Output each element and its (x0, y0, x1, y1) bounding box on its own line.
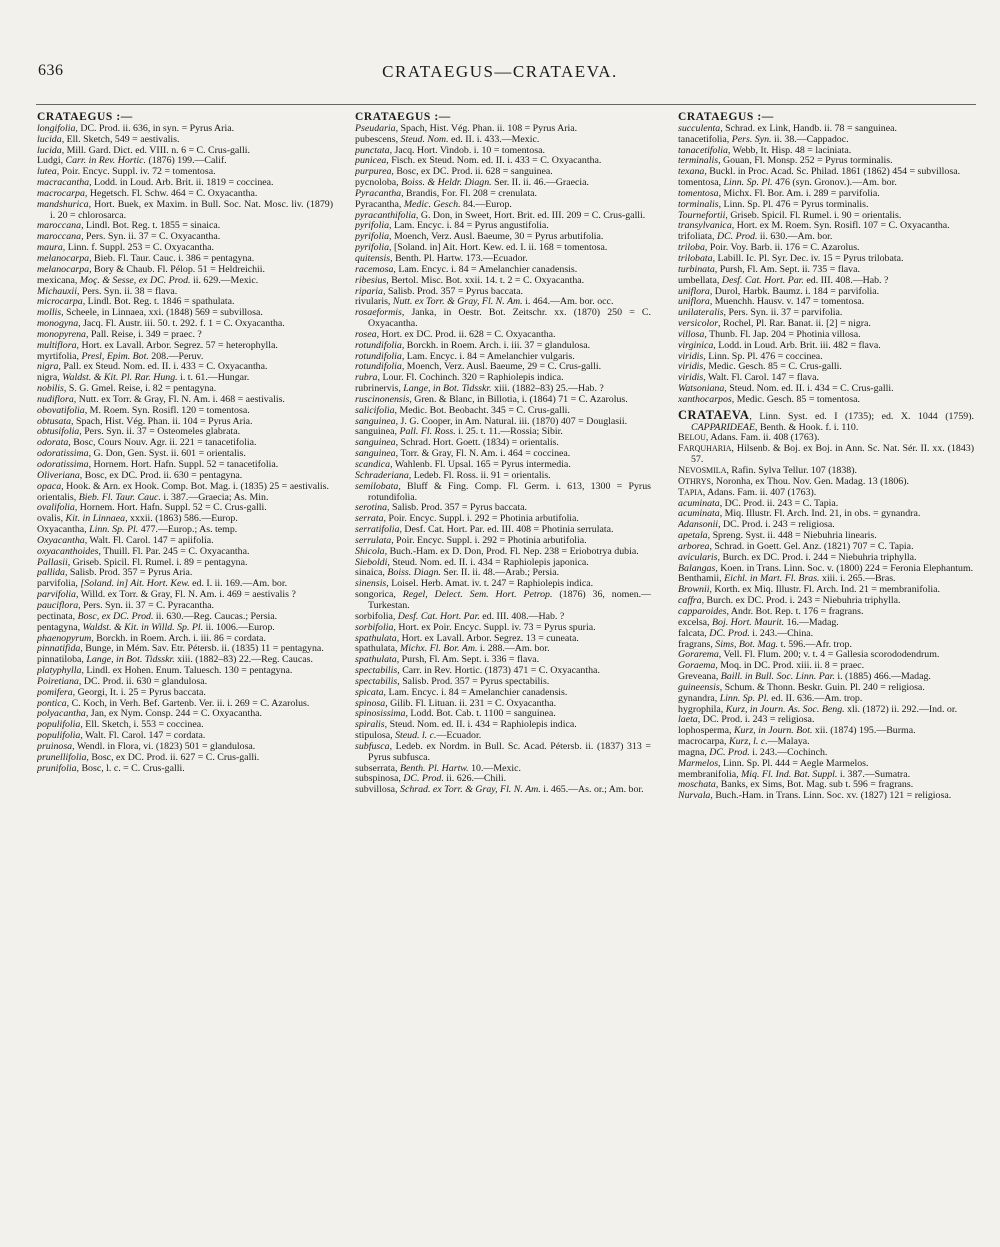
entry: tanacetifolia, Pers. Syn. ii. 38.—Cappadoc. (678, 133, 849, 145)
entry: lucida, Mill. Gard. Dict. ed. VIII. n. 6 = C. Crus-galli. (37, 144, 251, 156)
genus-heading: CRATAEVA, Linn. Syst. ed. I (1735); ed. X. 1044 (1759). CAPPARIDEAE, Benth. & Hook. f. i. 110. (678, 407, 974, 433)
entry: uniflora, Durol, Harbk. Baumz. i. 184 = parvifolia. (678, 285, 880, 297)
column-heading: CRATAEGUS :— (355, 112, 451, 123)
entry: punctata, Jacq. Hort. Vindob. i. 10 = tomentosa. (355, 144, 545, 156)
entry: macrocarpa, Kurz, l. c.—Malaya. (678, 736, 810, 748)
entry: Pseudaria, Spach, Hist. Vég. Phan. ii. 108 = Pyrus Aria. (355, 122, 578, 134)
page-header (0, 62, 1000, 88)
entry: Watsoniana, Steud. Nom. ed. II. i. 434 = C. Crus-galli. (678, 383, 894, 395)
entry: laeta, DC. Prod. i. 243 = religiosa. (678, 714, 815, 726)
entry: orientalis, Bieb. Fl. Taur. Cauc. i. 387.—Graecia; As. Min. (37, 491, 269, 503)
entry: Pyracantha, Medic. Gesch. 84.—Europ. (355, 198, 512, 210)
column-1 (37, 112, 333, 1237)
entry: quitensis, Benth. Pl. Hartw. 173.—Ecuador. (355, 252, 528, 264)
entry: trifoliata, DC. Prod. ii. 630.—Am. bor. (678, 231, 833, 243)
entry: ovalifolia, Hornem. Hort. Hafn. Suppl. 52 = C. Crus-galli. (37, 502, 267, 514)
entry: subvillosa, Schrad. ex Torr. & Gray, Fl. N. Am. i. 465.—As. or.; Am. bor. (355, 784, 644, 796)
entry: spectabilis, Carr. in Rev. Hortic. (1873) 471 = C. Oxyacantha. (355, 665, 600, 677)
entry: pentagyna, Waldst. & Kit. in Willd. Sp. Pl. ii. 1006.—Europ. (37, 621, 275, 633)
entry: rubrinervis, Lange, in Bot. Tidsskr. xiii. (1882–83) 25.—Hab. ? (355, 383, 604, 395)
entry: prunifolia, Bosc, l. c. = C. Crus-galli. (37, 762, 185, 774)
entry: texana, Buckl. in Proc. Acad. Sc. Philad. 1861 (1862) 454 = subvillosa. (678, 166, 961, 178)
entry: sorbifolia, Hort. ex Poir. Encyc. Suppl. iv. 73 = Pyrus spuria. (355, 621, 596, 633)
entry: rotundifolia, Borckh. in Roem. Arch. i. iii. 37 = glandulosa. (355, 339, 591, 351)
entry: multiflora, Hort. ex Lavall. Arbor. Segrez. 57 = heterophylla. (37, 339, 278, 351)
entry: riparia, Salisb. Prod. 357 = Pyrus baccata. (355, 285, 523, 297)
entry: sanguinea, Torr. & Gray, Fl. N. Am. i. 464 = coccinea. (355, 448, 571, 460)
entry: OTHRYS, Noronha, ex Thou. Nov. Gen. Madag. 13 (1806). (678, 475, 909, 487)
entry: serratifolia, Desf. Cat. Hort. Par. ed. III. 408 = Photinia serrulata. (355, 524, 614, 536)
entry: viridis, Medic. Gesch. 85 = C. Crus-galli. (678, 361, 842, 373)
entry: NEVOSMILA, Rafin. Sylva Tellur. 107 (1838). (678, 465, 857, 476)
entry: Brownii, Korth. ex Miq. Illustr. Fl. Arch. Ind. 21 = membranifolia. (678, 584, 940, 596)
entry: Nurvala, Buch.-Ham. in Trans. Linn. Soc. xv. (1827) 121 = religiosa. (678, 790, 952, 802)
entry: mandshurica, Hort. Buek, ex Maxim. in Bull. Soc. Nat. Mosc. liv. (1879) i. 20 = chlorosarca. (37, 198, 333, 221)
entry: rivularis, Nutt. ex Torr. & Gray, Fl. N. Am. i. 464.—Am. bor. occ. (355, 296, 614, 308)
entry: sanguinea, Pall. Fl. Ross. i. 25. t. 11.—Rossia; Sibir. (355, 426, 563, 438)
entry: moschata, Banks, ex Sims, Bot. Mag. sub t. 596 = fragrans. (678, 779, 914, 791)
entry: pauciflora, Pers. Syn. ii. 37 = C. Pyracantha. (37, 599, 215, 611)
entry: FARQUHARIA, Hilsenb. & Boj. ex Boj. in Ann. Sc. Nat. Sér. II. xx. (1843) 57. (678, 443, 974, 466)
entry: maura, Linn. f. Suppl. 253 = C. Oxyacantha. (37, 242, 215, 254)
entry: maroccana, Pers. Syn. ii. 37 = C. Oxyacantha. (37, 231, 221, 243)
entry: serrulata, Poir. Encyc. Suppl. i. 292 = Photinia arbutifolia. (355, 534, 587, 546)
entry: apetala, Spreng. Syst. ii. 448 = Niebuhria linearis. (678, 530, 877, 542)
entry: turbinata, Pursh, Fl. Am. Sept. ii. 735 = flava. (678, 263, 860, 275)
entry: Benthamii, Eichl. in Mart. Fl. Bras. xiii. i. 265.—Bras. (678, 573, 896, 585)
entry: trilobata, Labill. Ic. Pl. Syr. Dec. iv. 15 = Pyrus trilobata. (678, 252, 904, 264)
entry: obtusata, Spach, Hist. Vég. Phan. ii. 104 = Pyrus Aria. (37, 415, 253, 427)
entry: parvifolia, Willd. ex Torr. & Gray, Fl. N. Am. i. 469 = aestivalis ? (37, 589, 296, 601)
entry: obovatifolia, M. Roem. Syn. Rosifl. 120 = tomentosa. (37, 404, 250, 416)
entry: nudiflora, Nutt. ex Torr. & Gray, Fl. N. Am. i. 468 = aestivalis. (37, 393, 285, 405)
entry: mexicana, Moç. & Sesse, ex DC. Prod. ii. 629.—Mexic. (37, 274, 259, 286)
entry: Adansonii, DC. Prod. i. 243 = religiosa. (678, 519, 835, 531)
entry: odoratissima, Hornem. Hort. Hafn. Suppl. 52 = tanacetifolia. (37, 459, 279, 470)
entry: spinosissima, Lodd. Bot. Cab. t. 1100 = sanguinea. (355, 708, 556, 720)
entry: lutea, Poir. Encyc. Suppl. iv. 72 = tomentosa. (37, 166, 216, 178)
entry: obtusifolia, Pers. Syn. ii. 37 = Osteomeles glabrata. (37, 426, 241, 438)
entry: excelsa, Boj. Hort. Maurit. 16.—Madag. (678, 616, 839, 628)
entry: Oliveriana, Bosc, ex DC. Prod. ii. 630 = pentagyna. (37, 469, 243, 481)
entry: melanocarpa, Bory & Chaub. Fl. Pélop. 51 = Heldreichii. (37, 263, 266, 275)
entry: Goraema, Moq. in DC. Prod. xiii. ii. 8 = praec. (678, 660, 865, 672)
entry: odoratissima, G. Don, Gen. Syst. ii. 601 = orientalis. (37, 448, 246, 460)
entry: scandica, Wahlenb. Fl. Upsal. 165 = Pyrus intermedia. (355, 459, 571, 470)
entry: mollis, Scheele, in Linnaea, xxi. (1848) 569 = subvillosa. (37, 307, 263, 319)
entry: uniflora, Muenchh. Hausv. v. 147 = tomentosa. (678, 296, 865, 308)
entry: polyacantha, Jan, ex Nym. Consp. 244 = C. Oxyacantha. (37, 708, 262, 720)
entry: oxyacanthoides, Thuill. Fl. Par. 245 = C. Oxyacantha. (37, 545, 250, 557)
entry: racemosa, Lam. Encyc. i. 84 = Amelanchier canadensis. (355, 263, 578, 275)
column-3 (678, 112, 974, 1237)
entry: longifolia, DC. Prod. ii. 636, in syn. = Pyrus Aria. (37, 122, 235, 134)
entry: hygrophila, Kurz, in Journ. As. Soc. Beng. xli. (1872) ii. 292.—Ind. or. (678, 703, 958, 715)
entry: maroccana, Lindl. Bot. Reg. t. 1855 = sinaica. (37, 220, 221, 232)
entry: Balangas, Koen. in Trans. Linn. Soc. v. (1800) 224 = Feronia Elephantum. (678, 562, 974, 574)
entry: magna, DC. Prod. i. 243.—Cochinch. (678, 746, 828, 758)
entry: tomentosa, Linn. Sp. Pl. 476 (syn. Gronov.).—Am. bor. (678, 177, 897, 189)
entry: pomifera, Georgi, It. i. 25 = Pyrus baccata. (37, 686, 206, 698)
entry: Oxyacantha, Linn. Sp. Pl. 477.—Europ.; As. temp. (37, 524, 238, 536)
entry: tomentosa, Michx. Fl. Bor. Am. i. 289 = parvifolia. (678, 187, 880, 199)
entry: capparoides, Andr. Bot. Rep. t. 176 = fragrans. (678, 605, 864, 617)
entry: sorbifolia, Desf. Cat. Hort. Par. ed. III. 408.—Hab. ? (355, 610, 565, 622)
entry: sinaica, Boiss. Diagn. Ser. II. ii. 48.—Arab.; Persia. (355, 567, 560, 579)
entry: microcarpa, Lindl. Bot. Reg. t. 1846 = spathulata. (37, 296, 235, 308)
entry: xanthocarpos, Medic. Gesch. 85 = tomentosa. (678, 393, 860, 405)
entry: Marmelos, Linn. Sp. Pl. 444 = Aegle Marmelos. (678, 757, 869, 769)
entry: ribesius, Bertol. Misc. Bot. xxii. 14. t. 2 = C. Oxyacantha. (355, 274, 585, 286)
entry: pontica, C. Koch, in Verh. Bef. Gartenb. Ver. ii. i. 269 = C. Azarolus. (37, 697, 310, 709)
entry: lucida, Ell. Sketch, 549 = aestivalis. (37, 133, 180, 145)
entry: semilobata, Bluff & Fing. Comp. Fl. Germ. i. 613, 1300 = Pyrus rotundifolia. (355, 480, 651, 503)
entry: Sieboldi, Steud. Nom. ed. II. i. 434 = Raphiolepis japonica. (355, 556, 589, 568)
entry: nigra, Waldst. & Kit. Pl. Rar. Hung. i. t. 61.—Hungar. (37, 372, 250, 384)
entry: unilateralis, Pers. Syn. ii. 37 = parvifolia. (678, 307, 843, 319)
entry: virginica, Lodd. in Loud. Arb. Brit. iii. 482 = flava. (678, 339, 881, 351)
entry: pubescens, Steud. Nom. ed. II. i. 433.—Mexic. (355, 133, 540, 145)
entry: arborea, Schrad. in Goett. Gel. Anz. (1821) 707 = C. Tapia. (678, 540, 914, 552)
entry: phaenopyrum, Borckh. in Roem. Arch. i. iii. 86 = cordata. (37, 632, 266, 644)
entry: macracantha, Lodd. in Loud. Arb. Brit. ii. 1819 = coccinea. (37, 177, 274, 189)
entry: triloba, Poir. Voy. Barb. ii. 176 = C. Azarolus. (678, 242, 860, 254)
entry: ruscinonensis, Gren. & Blanc, in Billotia, i. (1864) 71 = C. Azarolus. (355, 393, 628, 405)
entry: Ludgi, Carr. in Rev. Hortic. (1876) 199.—Calif. (37, 155, 227, 167)
entry: stipulosa, Steud. l. c.—Ecuador. (355, 730, 482, 742)
entry: rotundifolia, Moench, Verz. Ausl. Baeume, 29 = C. Crus-galli. (355, 361, 602, 373)
entry: Greveana, Baill. in Bull. Soc. Linn. Par. i. (1885) 466.—Madag. (678, 671, 931, 683)
entry: pruinosa, Wendl. in Flora, vi. (1823) 501 = glandulosa. (37, 740, 256, 752)
entry: platyphylla, Lindl. ex Hohen. Enum. Taluesch. 130 = pentagyna. (37, 665, 293, 677)
entry: nobilis, S. G. Gmel. Reise, i. 82 = pentagyna. (37, 383, 217, 395)
entry: acuminata, Miq. Illustr. Fl. Arch. Ind. 21, in obs. = gynandra. (678, 508, 921, 520)
entry: spicata, Lam. Encyc. i. 84 = Amelanchier canadensis. (355, 686, 568, 698)
entry: monogyna, Jacq. Fl. Austr. iii. 50. t. 292. f. 1 = C. Oxyacantha. (37, 318, 285, 330)
entry: versicolor, Rochel, Pl. Rar. Banat. ii. [2] = nigra. (678, 318, 871, 330)
entry: spinosa, Gilib. Fl. Lituan. ii. 231 = C. Oxyacantha. (355, 697, 557, 709)
running-title: CRATAEGUS—CRATAEVA. (382, 62, 618, 81)
entry: pyrifolia, [Soland. in] Ait. Hort. Kew. ed. I. ii. 168 = tomentosa. (355, 242, 608, 254)
entry: TAPIA, Adans. Fam. ii. 407 (1763). (678, 486, 817, 498)
entry: Tournefortii, Griseb. Spicil. Fl. Rumel. i. 90 = orientalis. (678, 209, 902, 221)
entry: lophosperma, Kurz, in Journ. Bot. xii. (1874) 195.—Burma. (678, 725, 916, 737)
entry: parvifolia, [Soland. in] Ait. Hort. Kew. ed. I. ii. 169.—Am. bor. (37, 578, 288, 590)
entry: terminalis, Gouan, Fl. Monsp. 252 = Pyrus torminalis. (678, 155, 893, 167)
entry: subserrata, Benth. Pl. Hartw. 10.—Mexic. (355, 762, 522, 774)
entry: pinnatifida, Bunge, in Mém. Sav. Etr. Pétersb. ii. (1835) 11 = pentagyna. (37, 643, 324, 655)
entry: serrata, Poir. Encyc. Suppl. i. 292 = Photinia arbutifolia. (355, 513, 579, 525)
entry: sinensis, Loisel. Herb. Amat. iv. t. 247 = Raphiolepis indica. (355, 578, 594, 590)
entry: pallida, Salisb. Prod. 357 = Pyrus Aria. (37, 567, 193, 579)
entry: acuminata, DC. Prod. ii. 243 = C. Tapia. (678, 497, 839, 509)
entry: rosaeformis, Janka, in Oestr. Bot. Zeitschr. xx. (1870) 250 = C. Oxyacantha. (355, 307, 651, 330)
entry: transylvanica, Hort. ex M. Roem. Syn. Rosifl. 107 = C. Oxyacantha. (678, 220, 950, 232)
entry: BELOU, Adans. Fam. ii. 408 (1763). (678, 432, 820, 444)
entry: Schraderiana, Ledeb. Fl. Ross. ii. 91 = orientalis. (355, 469, 551, 481)
entry: sanguinea, Schrad. Hort. Goett. (1834) = orientalis. (355, 437, 559, 449)
entry: torminalis, Linn. Sp. Pl. 476 = Pyrus torminalis. (678, 198, 869, 210)
entry: membranifolia, Miq. Fl. Ind. Bat. Suppl. i. 387.—Sumatra. (678, 768, 911, 780)
entry: spathulata, Michx. Fl. Bor. Am. i. 288.—Am. bor. (355, 643, 550, 655)
entry: pyrifolia, Moench, Verz. Ausl. Baeume, 30 = Pyrus arbutifolia. (355, 231, 604, 243)
entry: spectabilis, Salisb. Prod. 357 = Pyrus spectabilis. (355, 675, 550, 687)
entry: Oxyacantha, Walt. Fl. Carol. 147 = apiifolia. (37, 534, 214, 546)
entry: pyrifolia, Lam. Encyc. i. 84 = Pyrus angustifolia. (355, 220, 549, 232)
entry: avicularis, Burch. ex DC. Prod. i. 244 = Niebuhria triphylla. (678, 551, 917, 563)
entry: sanguinea, J. G. Cooper, in Am. Natural. iii. (1870) 407 = Douglasii. (355, 415, 628, 427)
entry: viridis, Walt. Fl. Carol. 147 = flava. (678, 372, 819, 384)
entry: pyracanthifolia, G. Don, in Sweet, Hort. Brit. ed. III. 209 = C. Crus-galli. (355, 209, 646, 221)
entry: caffra, Burch. ex DC. Prod. i. 243 = Niebuhria triphylla. (678, 595, 901, 607)
entry: succulenta, Schrad. ex Link, Handb. ii. 78 = sanguinea. (678, 122, 897, 134)
entry: Pallasii, Griseb. Spicil. Fl. Rumel. i. 89 = pentagyna. (37, 556, 248, 568)
entry: fragrans, Sims, Bot. Mag. t. 596.—Afr. trop. (678, 638, 852, 650)
entry: spathulata, Hort. ex Lavall. Arbor. Segrez. 13 = cuneata. (355, 632, 579, 644)
entry: Shicola, Buch.-Ham. ex D. Don, Prod. Fl. Nep. 238 = Eriobotrya dubia. (355, 545, 639, 557)
entry: punicea, Fisch. ex Steud. Nom. ed. II. i. 433 = C. Oxyacantha. (355, 155, 602, 167)
column-heading: CRATAEGUS :— (678, 112, 774, 123)
entry: pinnatiloba, Lange, in Bot. Tidsskr. xiii. (1882–83) 22.—Reg. Caucas. (37, 654, 313, 666)
entry: viridis, Linn. Sp. Pl. 476 = coccinea. (678, 350, 823, 362)
entry: nigra, Pall. ex Steud. Nom. ed. II. i. 433 = C. Oxyacantha. (37, 361, 268, 373)
column-heading: CRATAEGUS :— (37, 112, 133, 123)
entry: Poiretiana, DC. Prod. ii. 630 = glandulosa. (37, 675, 208, 687)
entry: Gorarema, Vell. Fl. Flum. 200; v. t. 4 = Gallesia scorododendrum. (678, 649, 940, 661)
entry: subfusca, Ledeb. ex Nordm. in Bull. Sc. Acad. Pétersb. ii. (1837) 313 = Pyrus subfusca. (355, 740, 651, 763)
entry: gynandra, Linn. Sp. Pl. ed. II. 636.—Am. trop. (678, 692, 863, 704)
page-number: 636 (38, 62, 64, 79)
entry: Pyracantha, Brandis, For. Fl. 208 = crenulata. (355, 187, 537, 199)
entry: rosea, Hort. ex DC. Prod. ii. 628 = C. Oxyacantha. (355, 328, 556, 340)
entry: guineensis, Schum. & Thonn. Beskr. Guin. Pl. 240 = religiosa. (678, 681, 925, 693)
header-rule (36, 104, 976, 105)
entry: ovalis, Kit. in Linnaea, xxxii. (1863) 586.—Europ. (37, 513, 238, 525)
entry: rotundifolia, Lam. Encyc. i. 84 = Amelanchier vulgaris. (355, 350, 575, 362)
entry: melanocarpa, Bieb. Fl. Taur. Cauc. i. 386 = pentagyna. (37, 252, 255, 264)
entry: villosa, Thunb. Fl. Jap. 204 = Photinia villosa. (678, 328, 861, 340)
entry: songorica, Regel, Delect. Sem. Hort. Petrop. (1876) 36, nomen.—Turkestan. (355, 589, 651, 611)
column-2 (355, 112, 651, 1237)
entry: subspinosa, DC. Prod. ii. 626.—Chili. (355, 773, 507, 785)
entry: serotina, Salisb. Prod. 357 = Pyrus baccata. (355, 502, 527, 514)
entry: populifolia, Walt. Fl. Carol. 147 = cordata. (37, 730, 206, 742)
entry: salicifolia, Medic. Bot. Beobacht. 345 = C. Crus-galli. (355, 404, 570, 416)
entry: spiralis, Steud. Nom. ed. II. i. 434 = Raphiolepis indica. (355, 719, 577, 731)
entry: rubra, Lour. Fl. Cochinch. 320 = Raphiolepis indica. (355, 372, 564, 384)
entry: macrocarpa, Hegetsch. Fl. Schw. 464 = C. Oxyacantha. (37, 187, 258, 199)
entry: pectinata, Bosc, ex DC. Prod. ii. 630.—Reg. Caucas.; Persia. (37, 610, 278, 622)
entry: monopyrena, Pall. Reise, i. 349 = praec. ? (37, 328, 202, 340)
entry: falcata, DC. Prod. i. 243.—China. (678, 627, 814, 639)
entry: umbellata, Desf. Cat. Hort. Par. ed. III. 408.—Hab. ? (678, 274, 889, 286)
entry: populifolia, Ell. Sketch, i. 553 = coccinea. (37, 719, 204, 731)
entry: Michauxii, Pers. Syn. ii. 38 = flava. (37, 285, 178, 297)
entry: spathulata, Pursh, Fl. Am. Sept. i. 336 = flava. (355, 654, 540, 666)
entry: opaca, Hook. & Arn. ex Hook. Comp. Bot. Mag. i. (1835) 25 = aestivalis. (37, 480, 329, 492)
entry: prunellifolia, Bosc, ex DC. Prod. ii. 627 = C. Crus-galli. (37, 751, 260, 763)
entry: odorata, Bosc, Cours Nouv. Agr. ii. 221 = tanacetifolia. (37, 437, 257, 449)
entry: purpurea, Bosc, ex DC. Prod. ii. 628 = sanguinea. (355, 166, 553, 178)
entry: tanacetifolia, Webb, It. Hisp. 48 = laciniata. (678, 144, 852, 156)
entry: pycnoloba, Boiss. & Heldr. Diagn. Ser. II. ii. 46.—Graecia. (355, 177, 589, 189)
entry: myrtifolia, Presl, Epim. Bot. 208.—Peruv. (37, 350, 204, 362)
